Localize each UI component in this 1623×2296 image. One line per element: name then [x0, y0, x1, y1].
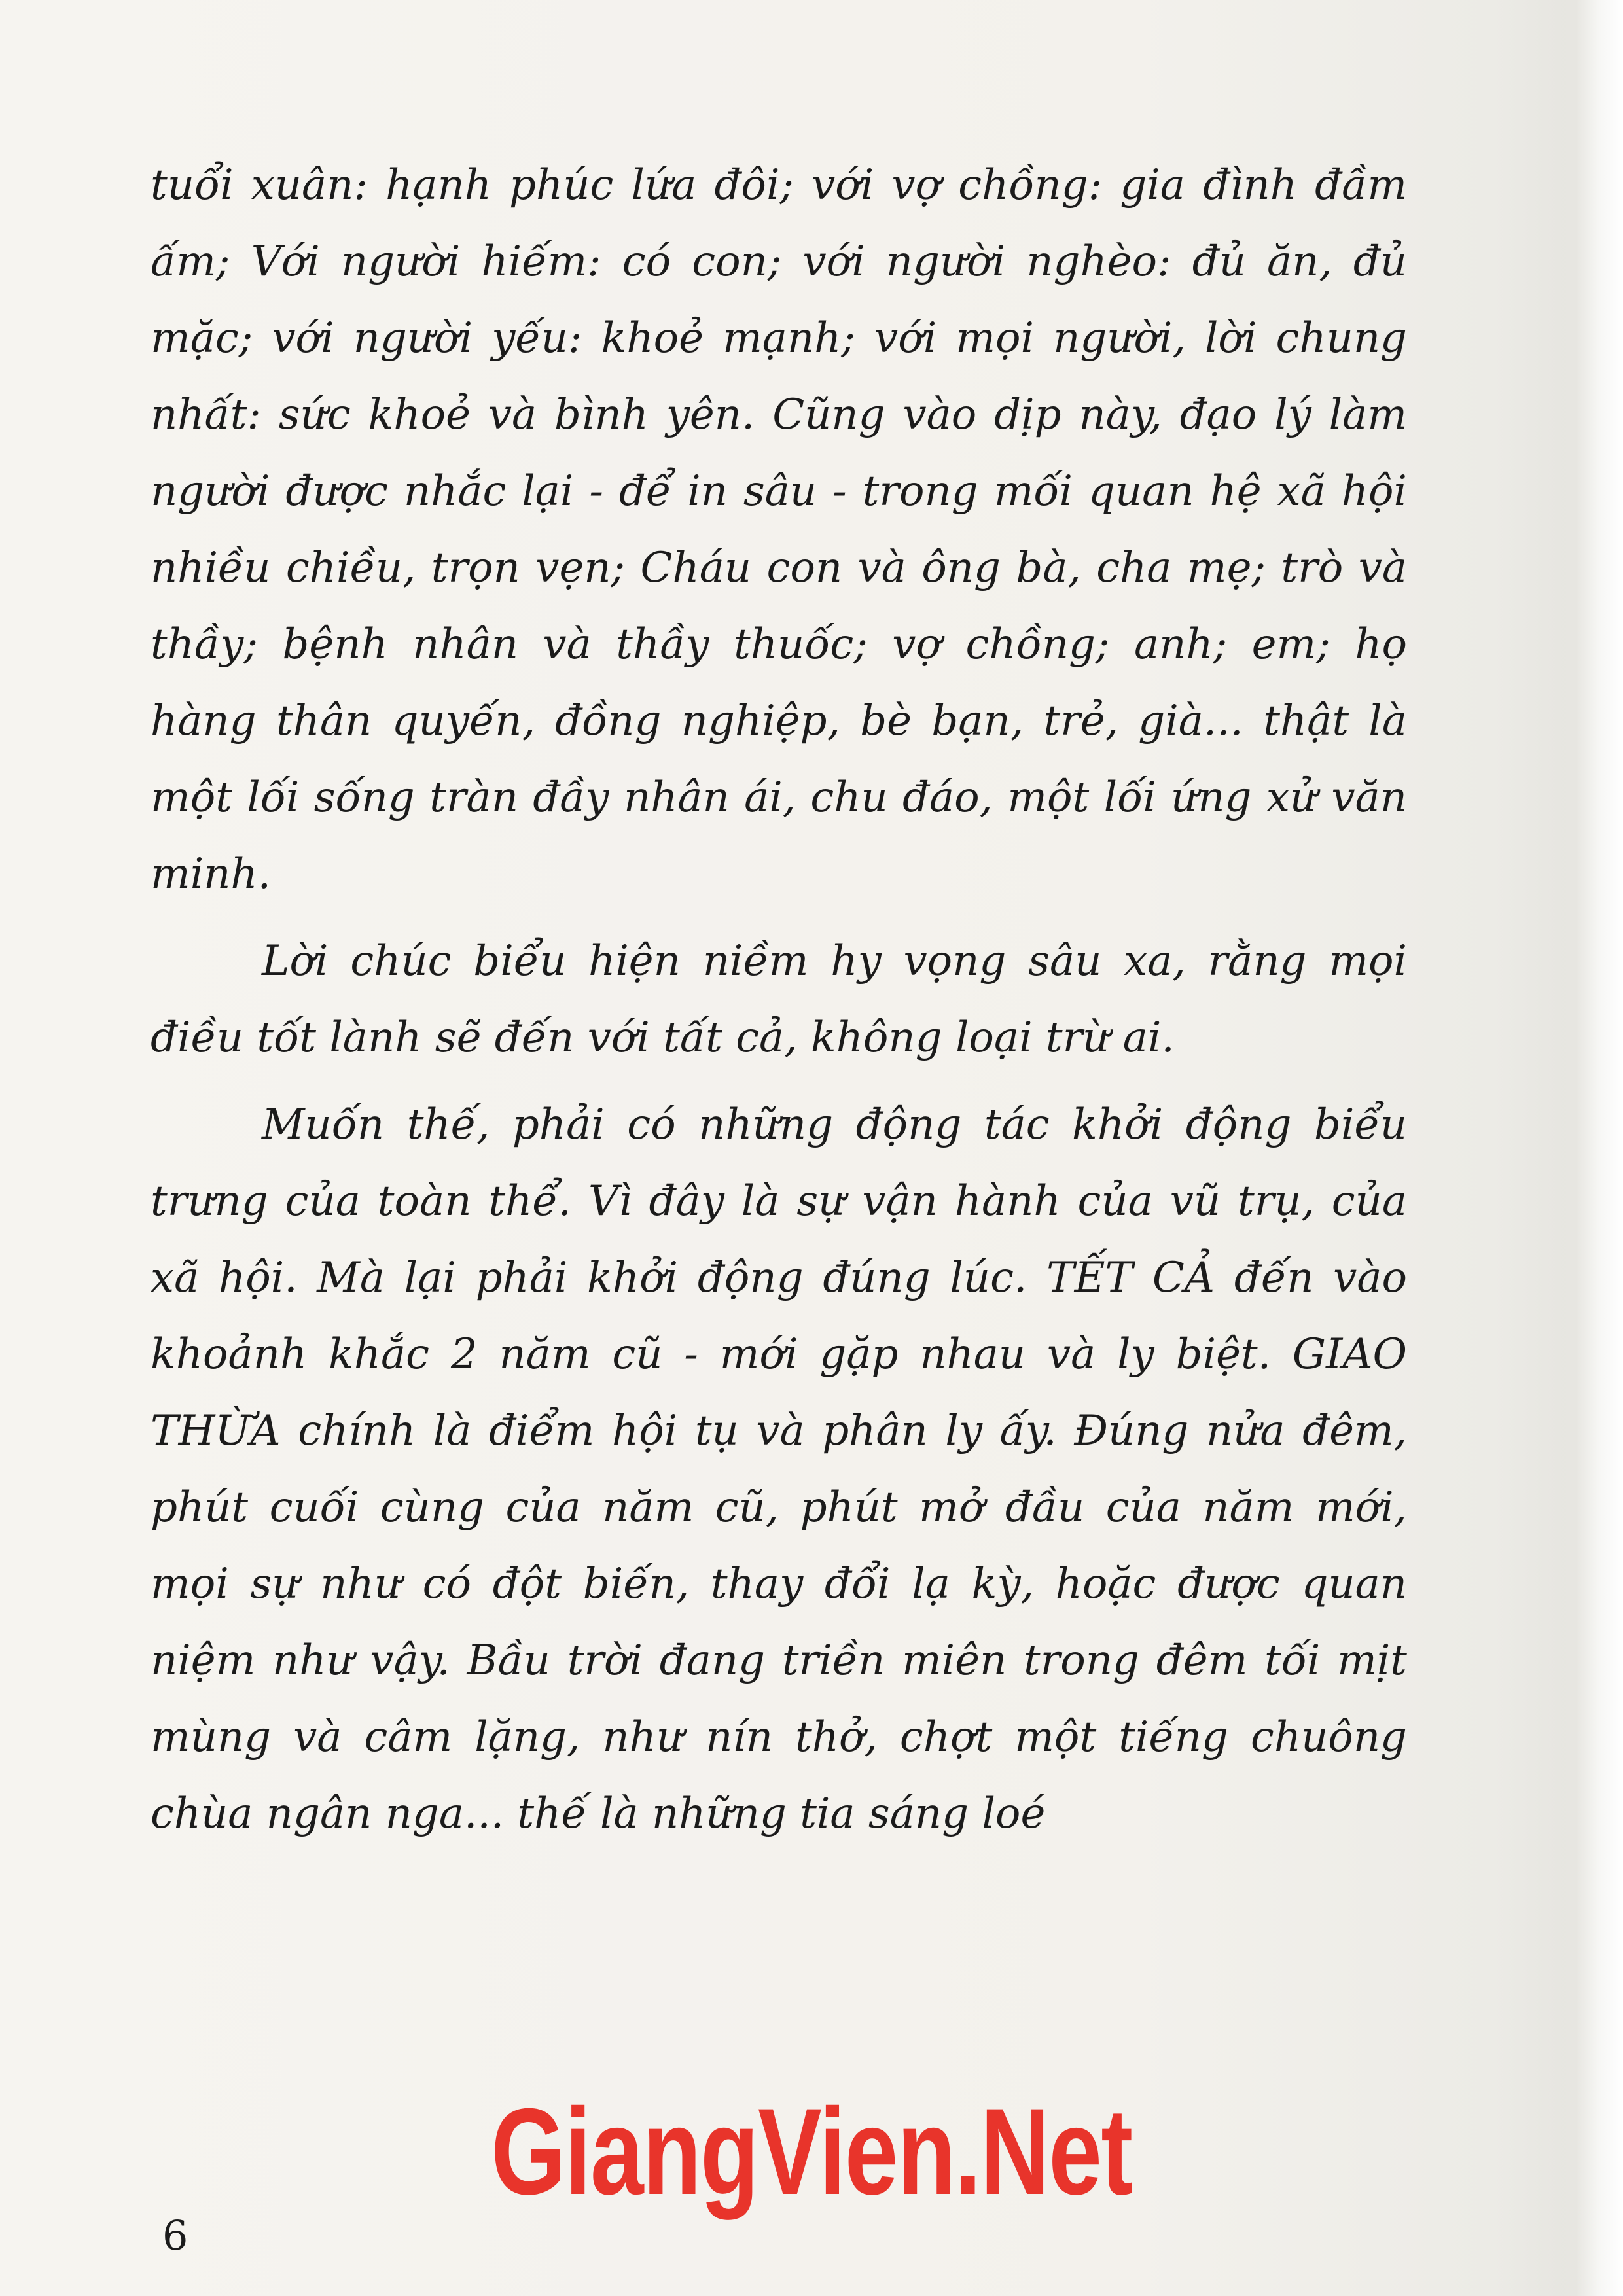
body-text: [151, 147, 1407, 1852]
paragraph-2: Lời chúc biểu hiện niềm hy vọng sâu xa, rằng mọi điều tốt lành sẽ đến với tất cả, không loại trừ ai.: [151, 937, 1407, 1062]
paragraph-1: tuổi xuân: hạnh phúc lứa đôi; với vợ chồng: gia đình đầm ấm; Với người hiếm: có con; với người nghèo: đủ ăn, đủ mặc; với người yếu: khoẻ mạnh; với mọi người, lời chung nhất: sức khoẻ và bình yên. Cũng vào dịp này, đạo lý làm người được nhắc lại - để in sâu - trong mối quan hệ xã hội nhiều chiều, trọn vẹn; Cháu con và ông bà, cha mẹ; trò và thầy; bệnh nhân và thầy thuốc; vợ chồng; anh; em; họ hàng thân quyến, đồng nghiệp, bè bạn, trẻ, già... thật là một lối sống tràn đầy nhân ái, chu đáo, một lối ứng xử văn minh.: [151, 161, 1407, 898]
paragraph-3: Muốn thế, phải có những động tác khởi động biểu trưng của toàn thể. Vì đây là sự vận hành của vũ trụ, của xã hội. Mà lại phải khởi động đúng lúc. TẾT CẢ đến vào khoảnh khắc 2 năm cũ - mới gặp nhau và ly biệt. GIAO THỪA chính là điểm hội tụ và phân ly ấy. Đúng nửa đêm, phút cuối cùng của năm cũ, phút mở đầu của năm mới, mọi sự như có đột biến, thay đổi lạ kỳ, hoặc được quan niệm như vậy. Bầu trời đang triền miên trong đêm tối mịt mùng và câm lặng, như nín thở, chợt một tiếng chuông chùa ngân nga... thế là những tia sáng loé: [151, 1101, 1407, 1838]
page-edge-shadow: [1544, 0, 1623, 2296]
page-number: 6: [162, 2212, 188, 2259]
watermark-logo: GiangVien.Net: [491, 2083, 1132, 2220]
